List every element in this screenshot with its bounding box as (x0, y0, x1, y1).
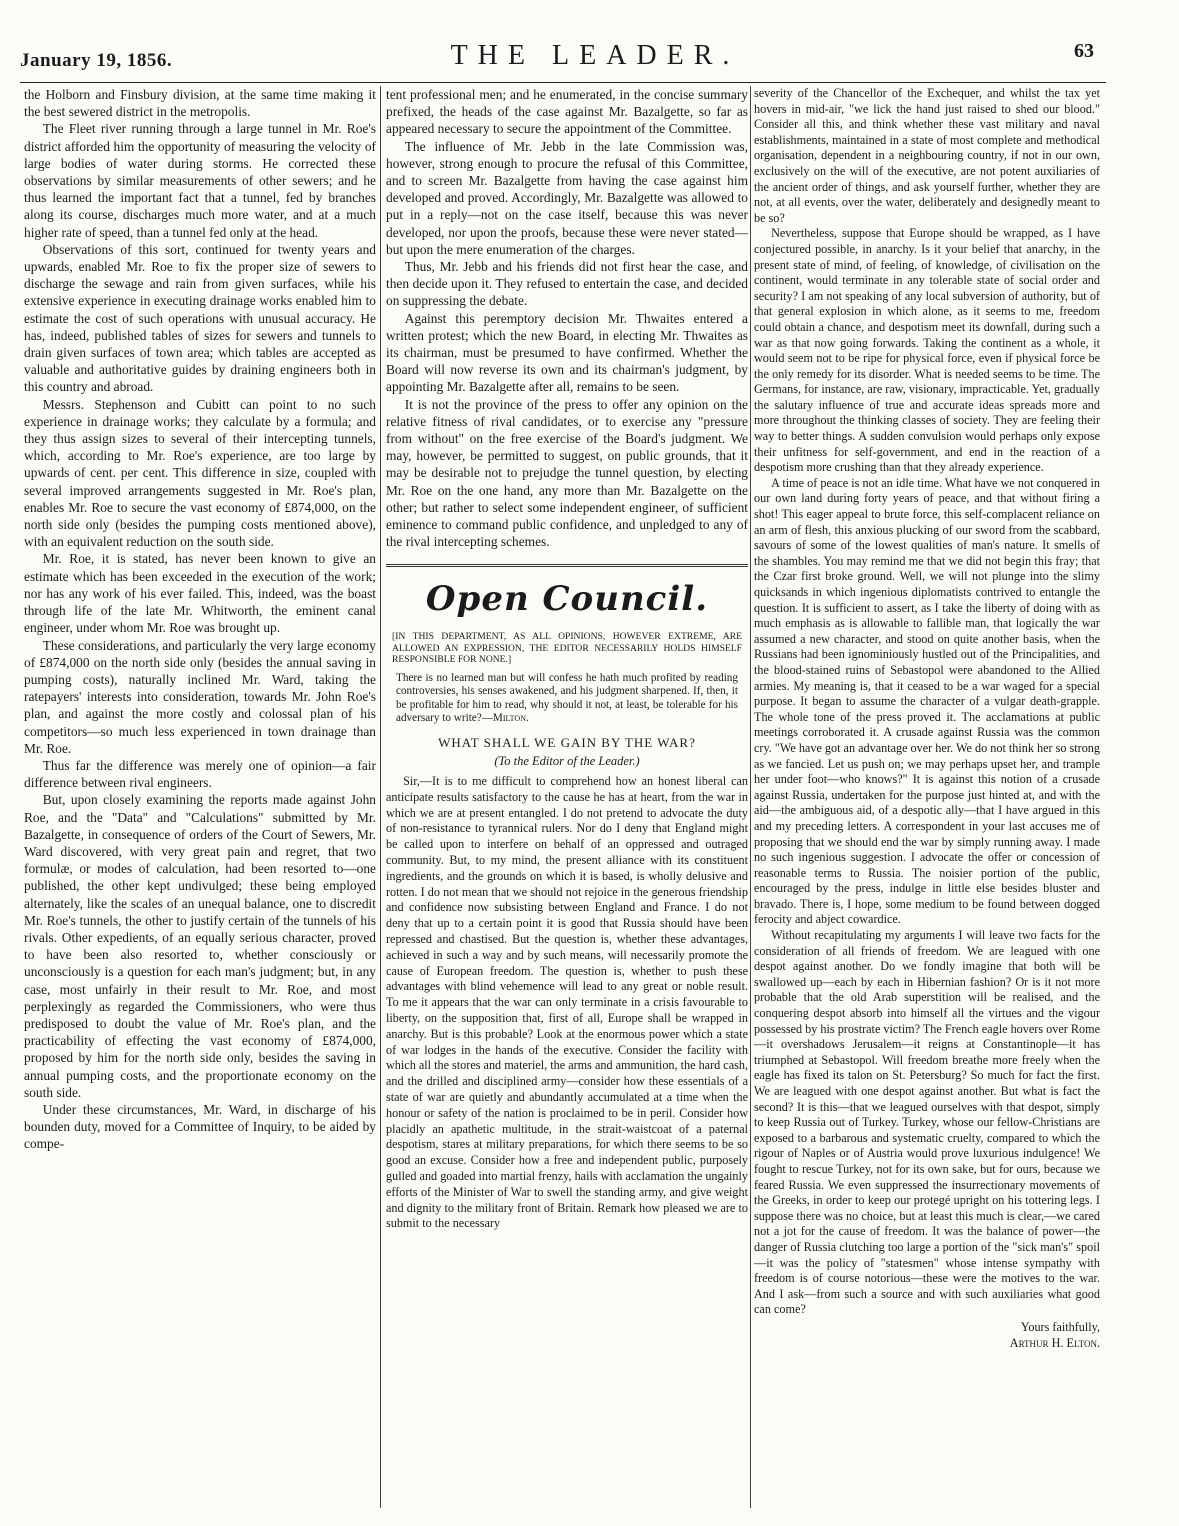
milton-epigraph (396, 672, 738, 726)
editorial-disclaimer: [IN THIS DEPARTMENT, AS ALL OPINIONS, HOWEVER EXTREME, ARE ALLOWED AN EXPRESSION, THE EDITOR NECESSARILY HOLDS HIMSELF RESPONSIBLE FOR NONE.] (392, 631, 742, 666)
paragraph: The influence of Mr. Jebb in the late Commission was, however, strong enough to procure the refusal of this Committee, and to screen Mr. Bazalgette from having the case against him developed and proved. Accordingly, Mr. Bazalgette was allowed to put in a reply—not on the case itself, because this was never developed, nor upon the proofs, because these were never stated—but upon the mere enumeration of the charges. (386, 138, 748, 257)
letter-signoff: Yours faithfully, (1020, 1319, 1100, 1334)
page-number: 63 (1074, 40, 1094, 62)
column-1 (24, 86, 376, 1153)
issue-date: January 19, 1856. (20, 50, 173, 71)
epigraph-author: Milton. (492, 712, 529, 725)
masthead (20, 40, 1100, 86)
letter-paragraph: Nevertheless, suppose that Europe should be wrapped, as I have conjectured possible, in anarchy. Is it your belief that anarchy, in the present state of mind, of feeling, of knowledge, of civilisation on the continent, would terminate in any tolerable state of social order and security? I am not speaking of any local subversion of authority, but of that general explosion in which alone, as it seems to me, freedom could obtain a chance, and despotism meet its downfall, during such a war as that now going forwards. Taking the continent as a whole, it would seem not to be ripe for physical force, even if physical force be the only remedy for its disorder. What is needed seems to be time. The Germans, for instance, are raw, visionary, impracticable. Yet, gradually the salutary influence of true and accurate ideas spreads more and more throughout the thinking classes of society. They are feeling their way to better things. A sudden convulsion would perhaps only expose their unfitness for self-government, and end in the reaction of a despotism more crushing than that they already experience. (754, 226, 1100, 475)
open-council-heading: Open Council. (425, 579, 709, 620)
paragraph: These considerations, and particularly the very large economy of £874,000 on the north side only (besides the annual saving in pumping costs), naturally inclined Mr. Ward, taking the ratepayers' interests into consideration, towards Mr. John Roe's plan, and against the more costly and colossal plan of his competitors—so much less experienced in town drainage than Mr. Roe. (24, 637, 376, 756)
paragraph: Thus, Mr. Jebb and his friends did not first hear the case, and then decide upon it. They refused to entertain the case, and decided on suppressing the debate. (386, 259, 748, 309)
paragraph: The Fleet river running through a large tunnel in Mr. Roe's district afforded him the opportunity of measuring the velocity of large bodies of water during storms. He corrected these observations by similar measurements of other sewers; and he thus learned the important fact that a tunnel, fed by branches along its course, discharges much more water, and at a much higher rate of speed, than a tunnel fed only at the head. (24, 121, 376, 240)
letter-paragraph: severity of the Chancellor of the Exchequer, and whilst the tax yet hovers in mid-air, "we lick the hand just raised to shed our blood." Consider all this, and think whether these vast military and naval establishments, maintained in a state of most complete and methodical organisation, dependent in a neighbouring country, if not in our own, exclusively on the will of the executive, are not potent auxiliaries of the ancient order of things, and ask yourself further, whether they are not, at all events, over the water, deliberately and designedly meant to be so? (754, 86, 1100, 225)
paragraph: Against this peremptory decision Mr. Thwaites entered a written protest; which the new Board, in electing Mr. Thwaites as its chairman, must be presumed to have confirmed. Whether the Board will now reverse its own and its chairman's judgment, by appointing Mr. Bazalgette after all, remains to be seen. (386, 310, 748, 395)
paragraph: Messrs. Stephenson and Cubitt can point to no such experience in drainage works; they calculate by a formula; and they thus assign sizes to several of their intercepting tunnels, which, according to Mr. Roe's experience, are too large by upwards of cent. per cent. This difference in size, coupled with several improved arrangements suggested in Mr. Roe's plan, enables Mr. Roe to secure the vast economy of £874,000, on the north side only (besides the pumping costs mentioned above), with an equivalent reduction on the south side. (24, 396, 376, 550)
newspaper-title: THE LEADER. (450, 40, 740, 71)
paragraph: Under these circumstances, Mr. Ward, in discharge of his bounden duty, moved for a Committee of Inquiry, to be aided by compe- (24, 1101, 376, 1152)
paragraph: Mr. Roe, it is stated, has never been known to give an estimate which has been exceeded in the execution of the work; nor has any work of his ever failed. This, indeed, was the boast through life of the late Mr. Whitworth, the eminent canal engineer, under whom Mr. Roe was brought up. (24, 551, 376, 636)
column-divider-2 (750, 86, 751, 1508)
letter-paragraph: A time of peace is not an idle time. What have we not conquered in our own land during forty years of peace, and that without firing a shot! This eager appeal to brute force, this self-complacent reliance on an arm of flesh, this anxious plucking of our sword from the scabbard, savours of some of the lowest qualities of man's nature. It smells of the shambles. You may remind me that we did not begin this fray; that the Czar first broke ground. Well, we will not plunge into the slimy quicksands in which ingenious diplomatists contrived to entangle the question. It is sufficient to assert, as I take the liberty of doing with as much emphasis as is allowable to fallible man, that logically the war assumed a new character, and stood on quite another basis, when the Russians had been ignominiously hustled out of the Principalities, and the blood-stained ruins of Sebastopol were abandoned to the Allied armies. My meaning is, that it ceased to be a war waged for a special purpose. It began to assume the character of a vulgar death-grapple. The whole tone of the press proved it. The acclamations at public meetings corroborated it. A crusade against Russia was the common cry. "We have got an advantage over her. We do not think her so strong as we fancied. Let us push on; we may perhaps upset her, and trample her under foot—who knows?" It is against this notion of a crusade against Russia, undertaken for the purpose just hinted at, and with the aid—the ambiguous aid, of a despotic ally—that I have argued in this and my preceding letters. A correspondent in your last accuses me of proposing that we should end the war by simply running away. I made no such ingenious suggestion. I advocate the offer or concession of reasonable terms to Russia. The noisier portion of the public, encouraged by the press, indulge in little else besides bluster and bravado. There is, I hope, some medium to be found between dogged ferocity and abject cowardice. (754, 475, 1100, 927)
epigraph-text: There is no learned man but will confess he hath much profited by reading controversies, his senses awakened, and his judgment sharpened. If, then, it be profitable for him to read, why should it not, at least, be tolerable for his adversary to write?— (396, 671, 738, 725)
paragraph: Observations of this sort, continued for twenty years and upwards, enabled Mr. Roe to fix the proper size of sewers to discharge the sewage and rain from given surfaces, while his extensive experience in executing drainage works enabled him to estimate the cost of such operations with unusual accuracy. He has, indeed, published tables of sizes for sewers and tunnels to drain given surfaces of town area; which tables are accepted as valuable and authoritative guides by draining engineers both in this country and abroad. (24, 241, 376, 395)
column-2 (386, 86, 748, 1232)
letter-title: WHAT SHALL WE GAIN BY THE WAR? (438, 734, 696, 750)
letter-signature: Arthur H. Elton. (1009, 1335, 1100, 1350)
letter-paragraph: Sir,—It is to me difficult to comprehend how an honest liberal can anticipate results satisfactory to the cause he has at heart, from the war in which we are at present entangled. I do not pretend to advocate the duty of non-resistance to tyrannical rulers. Nor do I deny that England might be called upon to interfere on behalf of an oppressed and outraged community. But, to my mind, the present alliance with its constituent ingredients, and the grounds on which it is based, is wholly delusive and rotten. I do not mean that we should not rejoice in the generous friendship and confidence now subsisting between England and France. I do not deny that up to a certain point it is good that Russia should have been repressed and chastised. But the question is, whether these advantages, achieved in such a way and by such means, will necessarily promote the cause of European freedom. The question is, whether to push these advantages with blind vehemence will lead to any great or noble result. To me it appears that the war can only terminate in a crisis favourable to liberty, on the supposition that, first of all, Europe shall be wrapped in anarchy. But is this probable? Look at the enormous power which a state of war lodges in the hands of the executive. Consider the facility with which all the stores and materiel, the arms and ammunition, the hard cash, and the drilled and disciplined army—consider how these essentials of a state of war are quietly and abundantly accumulated at a time when the honour or safety of the nation is proclaimed to be in peril. Consider how placidly an apathetic multitude, in the strait-waistcoat of a paternal despotism, stares at military preparations, for which there seems to be so good an excuse. Consider how a free and independent public, purposely gulled and goaded into martial frenzy, hails with acclamation the ungainly efforts of the Minister of War to swell the standing army, and give weight and dignity to the military front of Britain. Remark how pleased we are to submit to the necessary (386, 774, 748, 1231)
paragraph: tent professional men; and he enumerated, in the concise summary prefixed, the heads of the case against Mr. Bazalgette, so far as appeared necessary to secure the appointment of the Committee. (386, 87, 748, 137)
column-divider-1 (380, 86, 381, 1508)
paragraph: the Holborn and Finsbury division, at the same time making it the best sewered district in the metropolis. (24, 87, 376, 120)
paragraph: It is not the province of the press to offer any opinion on the relative fitness of rival candidates, or to exercise any "pressure from without" on the free exercise of the Board's judgment. We may, however, be permitted to suggest, on public grounds, that it may be desirable not to prejudge the tunnel question, by electing Mr. Roe on the one hand, any more than Mr. Bazalgette on the other; but rather to select some independent engineer, of sufficient eminence to command public confidence, and unpledged to any of the rival intercepting schemes. (386, 396, 748, 550)
paragraph: Thus far the difference was merely one of opinion—a fair difference between rival engineers. (24, 757, 376, 791)
letter-addressee: (To the Editor of the Leader.) (494, 753, 640, 768)
section-divider (386, 564, 748, 567)
header-rule (20, 82, 1106, 83)
letter-paragraph: Without recapitulating my arguments I will leave two facts for the consideration of all friends of freedom. We are leagued with one despot against another. Do we fondly imagine that both will be swallowed up—each by each in Hibernian fashion? Or is it not more probable that the old Arab superstition will be realised, and the conquering despot absorb into himself all the virtues and the vigour possessed by his prostrate victim? The French eagle hovers over Rome—it overshadows Jerusalem—it reigns at Constantinople—it has triumphed at Sebastopol. Will freedom breathe more freely when the eagle has fixed its talon on St. Petersburg? So much for fact the first. We are leagued with one despot against another. But what is fact the second? It is this—that we leagued ourselves with that despot, simply to keep Russia out of Turkey. Turkey, whose our fellow-Christians are exposed to a barbarous and systematic cruelty, compared to which the rigour of Naples or of Austria would prove luxurious indulgence! We fought to rescue Turkey, not for its own sake, but for ours, because we feared Russia. We even suppressed the insurrectionary movements of the Greeks, in order to keep our protegé upright on his tottering legs. I suppose there was no choice, but at least this much is clear,—we cared not a jot for the cause of freedom. It was the balance of power—the danger of Russia clutching too large a portion of the "sick man's" spoil—it was the policy of "statesmen" whose intense sympathy with freedom is of course notorious—these were the motives to the war. And I ask—from such a source and with such auxiliaries what good can come? (754, 928, 1100, 1317)
paragraph: But, upon closely examining the reports made against John Roe, and the "Data" and "Calculations" submitted by Mr. Bazalgette, in consequence of orders of the Court of Sewers, Mr. Ward discovered, with very great pain and regret, that two formulæ, or modes of calculation, had been resorted to—one published, the other kept undivulged; these being employed alternately, like the scales of an unequal balance, one to discredit Mr. Roe's tunnels, the other to justify certain of the tunnels of his rivals. Other expedients, of an equally serious character, proved to have been also resorted to, whether consciously or unconsciously is a question for each man's judgment; but, in any case, most unfairly in their result to Mr. Roe, and most perplexingly as regarded the Commissioners, who were thus predisposed to doubt the value of Mr. Roe's plan, and the practicability of effecting the vast economy of £874,000, proposed by him for the north side only, besides the saving in annual pumping costs, and the proportionate economy on the south side. (24, 792, 376, 1100)
column-3 (754, 86, 1100, 1351)
